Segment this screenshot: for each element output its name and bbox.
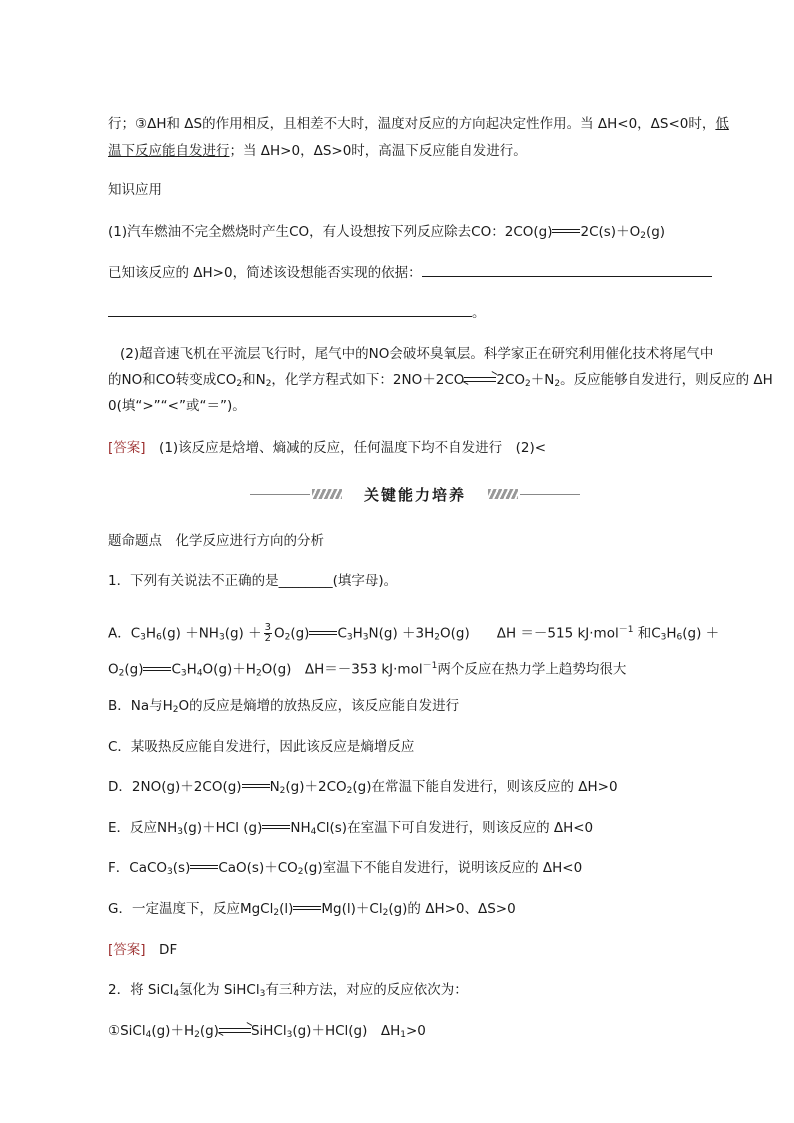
- exercise-2-stem: 2．将 SiCl$_4$氢化为 SiHCl$_3$有三种方法，对应的反应依次为：: [108, 982, 468, 999]
- equals-sign-icon: [552, 227, 580, 237]
- equals-sign-icon: [143, 665, 171, 675]
- option-d: D．2NO(g)＋2CO(g) $N_2(g)+2CO_2(g)$在常温下能自发进行，则该反应的 ΔH>0: [108, 779, 618, 796]
- question-1-line-1: (1)汽车燃油不完全燃烧时产生CO，有人设想按下列反应除去CO：2CO(g) $2C(s)+O_2(g)$: [108, 224, 666, 241]
- decorative-stripes-icon: [488, 489, 518, 499]
- section-header: [250, 484, 580, 506]
- underlined-text: 低: [715, 116, 729, 132]
- option-e: E．反应$NH_3(g)+HCl$ (g) $NH_4Cl(s)$在室温下可自发进行，则该反应的 ΔH<0: [108, 820, 594, 837]
- question-1-line-3: 。: [108, 302, 486, 323]
- equals-sign-icon: [293, 904, 321, 914]
- answer-2: [答案] DF: [108, 942, 178, 958]
- section-title: 关键能力培养: [363, 486, 466, 504]
- equals-sign-icon: [242, 782, 270, 792]
- option-g: G．一定温度下，反应MgCl$_2$(l) $Mg(l)+Cl_2(g)$的 ΔH>0、ΔS>0: [108, 901, 516, 918]
- equilibrium-arrow-icon: [464, 375, 496, 385]
- option-a-line-1: A．$C_3H_6(g) +NH_3(g)$ ＋ $\frac{3}{2}$ $O_2(g)$ $C_3H_3N(g) +3H_2O(g)$ ΔH ＝－515 kJ·mol$^{-1}$ 和$C_3H_6(g)$ ＋: [108, 622, 720, 644]
- underlined-text: 温下反应能自发进行: [108, 143, 230, 159]
- fraction: $\frac{3}{2}$: [264, 622, 271, 644]
- question-2-line-2: 的NO和CO转变成$CO_2$和$N_2$，化学方程式如下：2NO＋2CO $2CO_2+N_2$。反应能够自发进行，则反应的 ΔH: [108, 372, 773, 389]
- option-b: B．Na与$H_2O$的反应是熵增的放热反应，该反应能自发进行: [108, 698, 460, 715]
- topic-line: 题命题点 化学反应进行方向的分析: [108, 533, 324, 549]
- question-1-line-2: 已知该反应的 ΔH>0，简述该设想能否实现的依据：: [108, 262, 712, 283]
- equilibrium-arrow-icon: [219, 1026, 251, 1036]
- question-2-line-3: 0(填“>”“<”或“＝”)。: [108, 398, 246, 414]
- option-a-line-2: $O_2(g)$ $C_3H_4O(g)+H_2O(g)$ ΔH＝－353 kJ·mol$^{-1}$两个反应在热力学上趋势均很大: [108, 661, 627, 679]
- knowledge-label: 知识应用: [108, 182, 162, 198]
- answer-blank: [422, 262, 712, 277]
- answer-1: [答案] (1)该反应是焓增、熵减的反应，任何温度下均不自发进行 (2)<: [108, 440, 547, 456]
- answer-blank: [108, 302, 472, 317]
- answer-tag: [答案]: [108, 440, 146, 456]
- question-2-line-1: (2)超音速飞机在平流层飞行时，尾气中的NO会破坏臭氧层。科学家正在研究利用催化技术将尾气中: [120, 346, 714, 362]
- reaction-1: $①SiCl_4(g)+H_2(g)$ SiHCl$_3$(g)＋HCl(g) $\Delta H_1>0$: [108, 1023, 426, 1040]
- paragraph-line-1: 行；③ΔH和 ΔS的作用相反，且相差不大时，温度对反应的方向起决定性作用。当 ΔH<0，ΔS<0时，低: [108, 116, 729, 132]
- equals-sign-icon: [262, 823, 290, 833]
- option-c: C．某吸热反应能自发进行，因此该反应是熵增反应: [108, 739, 415, 755]
- exercise-1-stem: 1．下列有关说法不正确的是________(填字母)。: [108, 573, 398, 589]
- divider: [520, 494, 580, 495]
- equals-sign-icon: [190, 863, 218, 873]
- paragraph-line-2: 温下反应能自发进行；当 ΔH>0，ΔS>0时，高温下反应能自发进行。: [108, 143, 527, 159]
- answer-tag: [答案]: [108, 942, 146, 958]
- equals-sign-icon: [309, 629, 337, 639]
- option-f: F．CaCO$_3$(s) $CaO(s)+CO_2(g)$室温下不能自发进行，说明该反应的 ΔH<0: [108, 860, 583, 877]
